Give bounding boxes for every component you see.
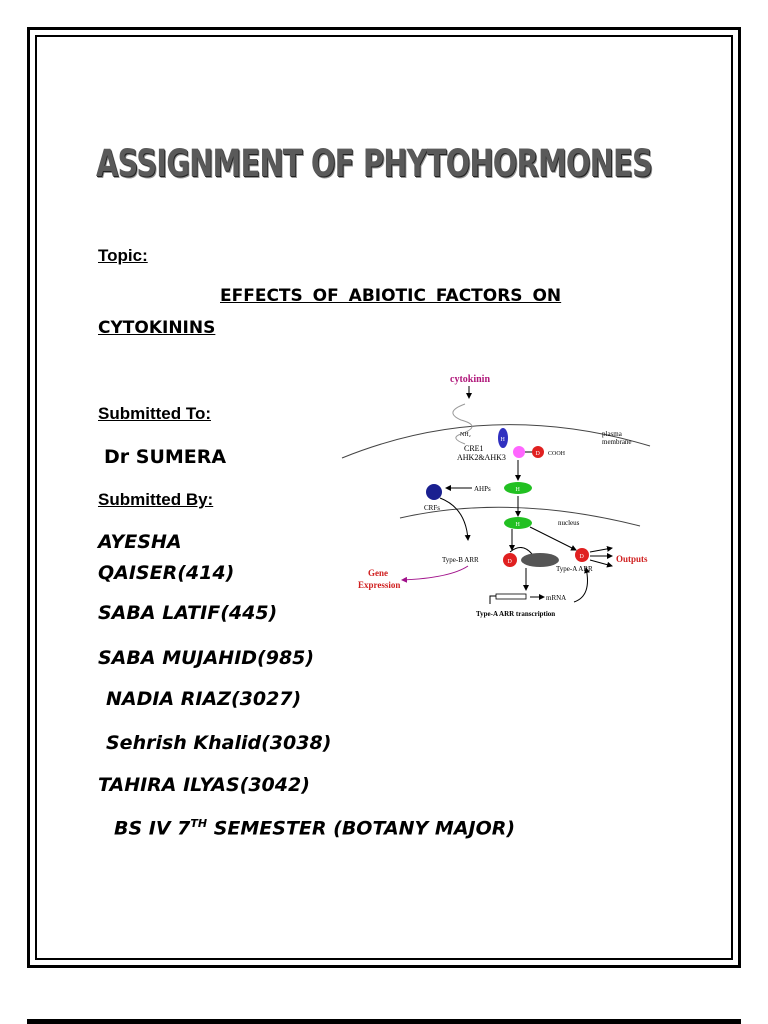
nucleus-label: nucleus xyxy=(558,519,580,527)
topic-text-line2: CYTOKININS xyxy=(98,318,216,338)
submitted-to-name: Dr SUMERA xyxy=(104,446,227,468)
ahk-label: AHK2&AHK3 xyxy=(457,453,506,462)
ahp-to-typea-arrow xyxy=(530,527,576,550)
crf-to-typeb-arrow xyxy=(440,498,468,540)
member-name-1a: AYESHA xyxy=(98,531,182,553)
member-name-6: TAHIRA ILYAS(3042) xyxy=(98,774,310,796)
outputs-label: Outputs xyxy=(616,554,648,564)
feedback-arrow xyxy=(574,568,588,602)
mrna-label: mRNA xyxy=(546,594,567,602)
submitted-by-label: Submitted By: xyxy=(98,490,214,509)
typea-outputs-arrow-1 xyxy=(590,548,612,552)
cytokinin-signaling-diagram xyxy=(340,368,680,628)
nuclear-ahp-h-text: H xyxy=(515,522,520,528)
cytokinin-label: cytokinin xyxy=(450,374,491,385)
submitted-to-label: Submitted To: xyxy=(98,404,211,423)
class-semester xyxy=(114,817,515,839)
receptor-loop xyxy=(453,404,472,444)
crfs-label: CRFs xyxy=(424,504,440,512)
phospho-node xyxy=(513,446,525,458)
crf-node xyxy=(426,484,442,500)
topic-text-line1: EFFECTS OF ABIOTIC FACTORS ON xyxy=(220,286,562,306)
topic-label: Topic: xyxy=(98,246,148,265)
member-name-5: Sehrish Khalid(3038) xyxy=(106,732,332,754)
member-name-4: NADIA RIAZ(3027) xyxy=(106,688,302,710)
gene-box xyxy=(496,594,526,599)
receptor-d-text: D xyxy=(535,451,540,457)
typea-d-text: D xyxy=(579,554,584,560)
member-name-1b: QAISER(414) xyxy=(98,562,235,584)
typeb-to-gene-arrow xyxy=(402,566,468,580)
cre1-label: CRE1 xyxy=(464,444,484,453)
dna-promoter-shape xyxy=(521,553,559,567)
typeb-binding-arc xyxy=(510,547,532,554)
typea-outputs-arrow-3 xyxy=(590,560,612,566)
typeb-label: Type-B ARR xyxy=(442,556,479,564)
class-post: SEMESTER (BOTANY MAJOR) xyxy=(207,817,516,840)
membrane-label: membrane xyxy=(602,438,632,446)
gene-rect xyxy=(490,596,496,604)
ahps-label: AHPs xyxy=(474,485,491,493)
assignment-title: ASSIGNMENT OF PHYTOHORMONES xyxy=(96,142,652,185)
bottom-rule xyxy=(27,1019,741,1024)
nh2-label: NH₂ xyxy=(460,432,471,438)
class-sup: TH xyxy=(190,817,208,830)
expression-label: Expression xyxy=(358,580,401,590)
transcription-label: Type-A ARR transcription xyxy=(476,610,556,618)
typea-label: Type-A ARR xyxy=(556,565,593,573)
receptor-h-text: H xyxy=(500,437,505,443)
typeb-d-text: D xyxy=(507,559,512,565)
plasma-label: plasma xyxy=(602,430,622,438)
cooh-label: COOH xyxy=(548,451,566,457)
member-name-2: SABA LATIF(445) xyxy=(98,602,278,624)
member-name-3: SABA MUJAHID(985) xyxy=(98,647,315,669)
class-pre: BS IV 7 xyxy=(114,817,191,840)
gene-label: Gene xyxy=(368,568,388,578)
ahp-h-text: H xyxy=(515,487,520,493)
